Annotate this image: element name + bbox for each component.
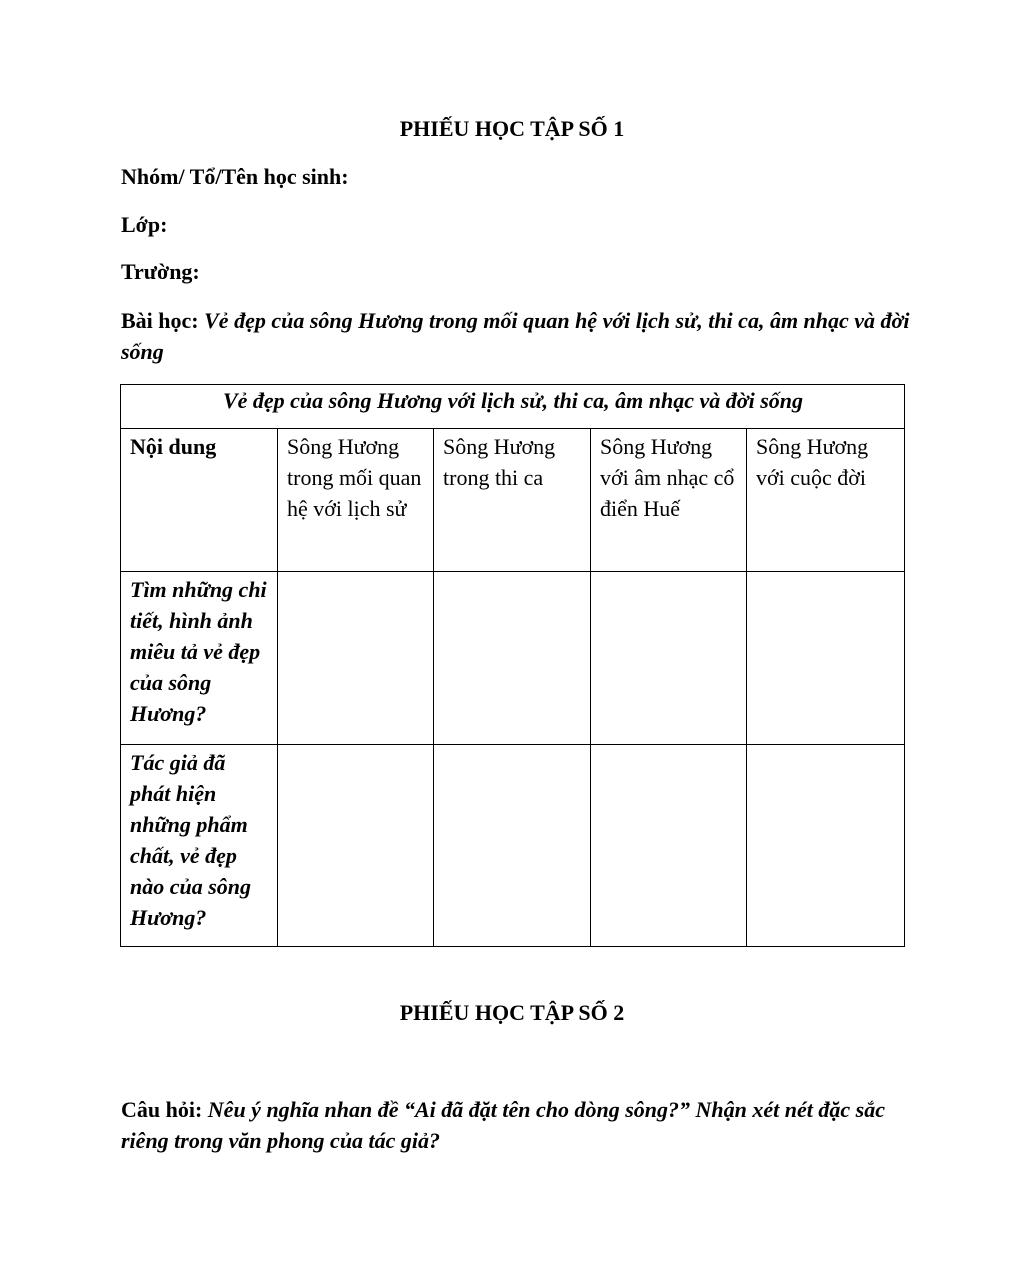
question-text: Nêu ý nghĩa nhan đề “Ai đã đặt tên cho dòng sông?” Nhận xét nét đặc sắc riêng trong văn phong của tác giả? — [121, 1097, 885, 1153]
question-line — [121, 1094, 911, 1156]
answer-cell[interactable] — [278, 572, 434, 745]
answer-cell[interactable] — [591, 572, 747, 745]
column-header: Sông Hương với âm nhạc cổ điển Huế — [591, 429, 747, 572]
table-row — [121, 745, 905, 947]
column-header: Sông Hương với cuộc đời — [747, 429, 905, 572]
row-question: Tác giả đã phát hiện những phẩm chất, vẻ đẹp nào của sông Hương? — [121, 745, 278, 947]
row-question: Tìm những chi tiết, hình ảnh miêu tả vẻ đẹp của sông Hương? — [121, 572, 278, 745]
worksheet-table — [120, 384, 905, 947]
answer-cell[interactable] — [591, 745, 747, 947]
question-label: Câu hỏi: — [121, 1097, 203, 1122]
table-row — [121, 572, 905, 745]
lesson-label: Bài học: — [121, 308, 199, 333]
sheet1-title: PHIẾU HỌC TẬP SỐ 1 — [399, 116, 625, 141]
answer-cell[interactable] — [434, 745, 591, 947]
sheet2-title: PHIẾU HỌC TẬP SỐ 2 — [399, 1000, 625, 1025]
lesson-text: Vẻ đẹp của sông Hương trong mối quan hệ với lịch sử, thi ca, âm nhạc và đời sống — [121, 308, 910, 364]
class-label: Lớp: — [121, 212, 168, 237]
header-content-label: Nội dung — [121, 429, 278, 572]
answer-cell[interactable] — [278, 745, 434, 947]
answer-cell[interactable] — [747, 572, 905, 745]
column-header: Sông Hương trong thi ca — [434, 429, 591, 572]
answer-cell[interactable] — [434, 572, 591, 745]
column-header: Sông Hương trong mối quan hệ với lịch sử — [278, 429, 434, 572]
answer-cell[interactable] — [747, 745, 905, 947]
school-label: Trường: — [121, 259, 200, 284]
lesson-line — [121, 305, 911, 367]
group-label: Nhóm/ Tổ/Tên học sinh: — [121, 164, 349, 189]
table-caption: Vẻ đẹp của sông Hương với lịch sử, thi ca, âm nhạc và đời sống — [121, 385, 905, 429]
